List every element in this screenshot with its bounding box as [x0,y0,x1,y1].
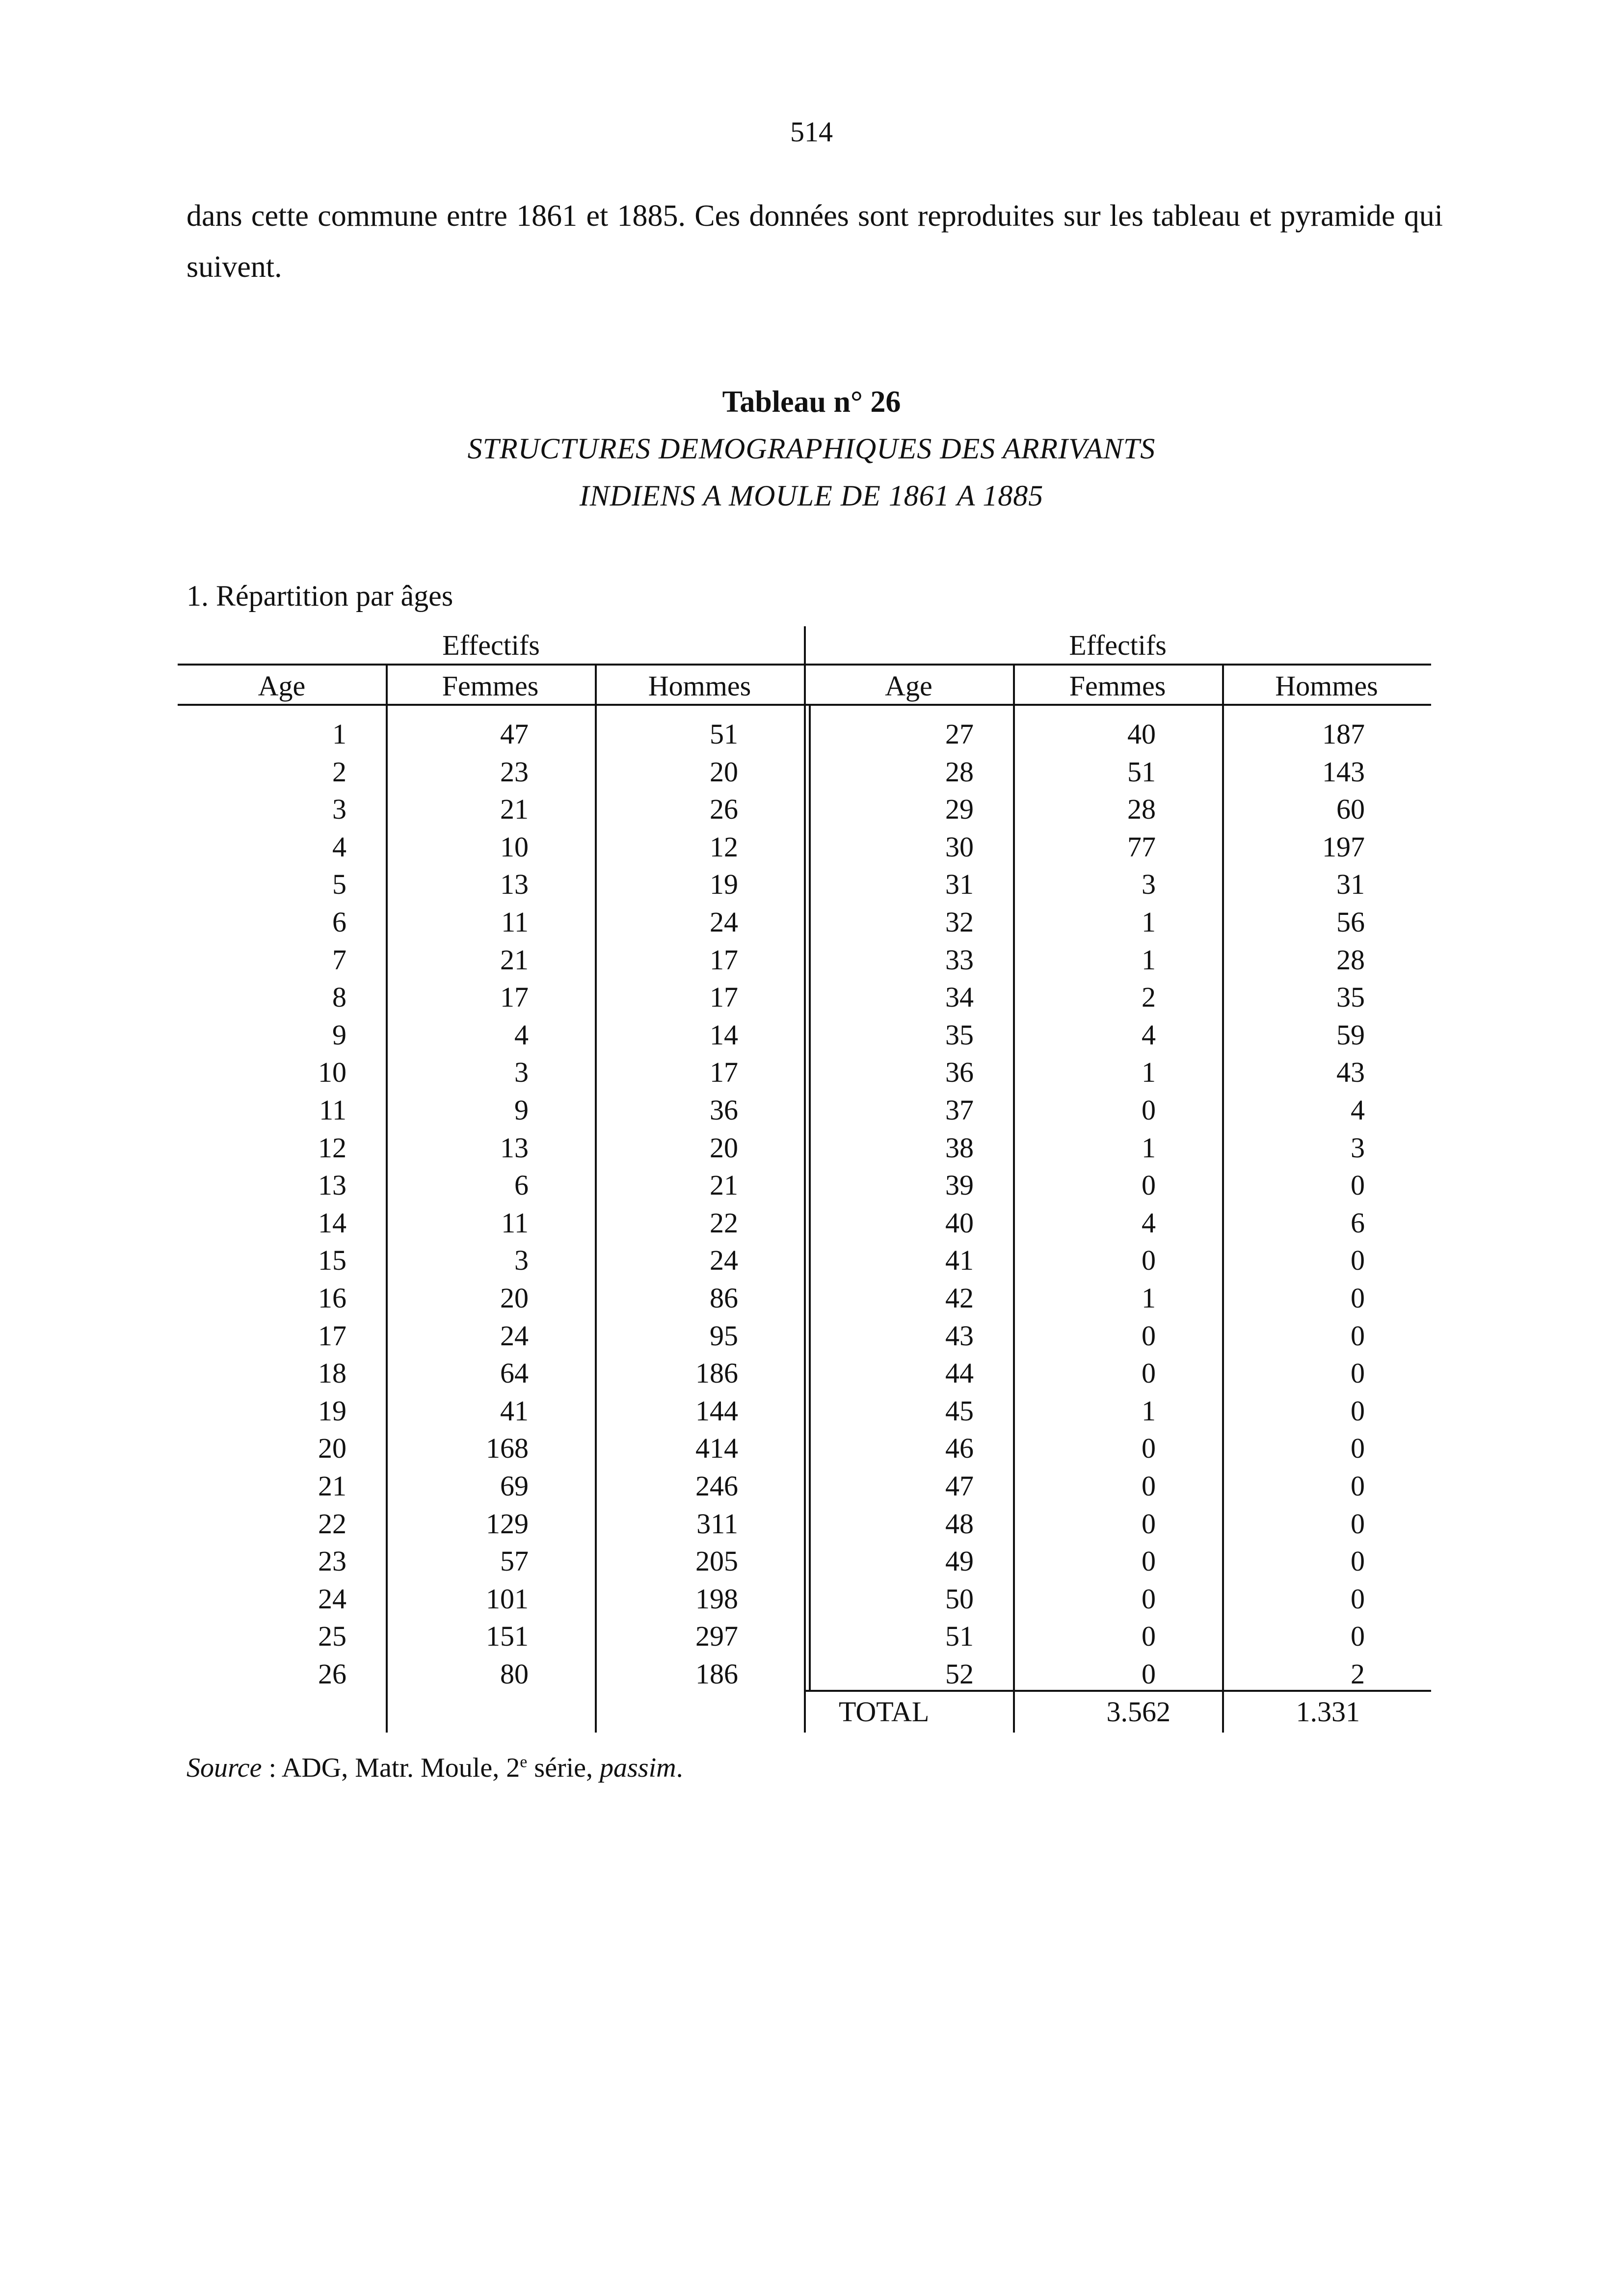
hommes-value: 6 [1351,1206,1365,1239]
age-value: 27 [945,718,974,750]
femmes-value: 0 [1142,1319,1156,1352]
age-value: 47 [945,1470,974,1502]
femmes-value: 11 [501,1206,529,1239]
hommes-value: 0 [1351,1244,1365,1277]
age-value: 32 [945,906,974,938]
age-value: 12 [318,1131,346,1164]
femmes-value: 0 [1142,1658,1156,1690]
femmes-value: 0 [1142,1620,1156,1653]
hommes-value: 198 [695,1582,738,1615]
hommes-value: 0 [1351,1319,1365,1352]
hommes-value: 0 [1351,1545,1365,1577]
femmes-value: 0 [1142,1432,1156,1465]
age-value: 46 [945,1432,974,1465]
age-value: 43 [945,1319,974,1352]
age-value: 9 [332,1018,346,1051]
hommes-value: 0 [1351,1169,1365,1201]
source-text: : ADG, Matr. Moule, 2 [262,1753,520,1783]
table-title: Tableau n° 26 [722,385,901,419]
age-value: 48 [945,1507,974,1540]
age-value: 38 [945,1131,974,1164]
hommes-value: 187 [1322,718,1365,750]
age-value: 16 [318,1282,346,1314]
femmes-value: 129 [486,1507,529,1540]
femmes-value: 17 [500,981,529,1014]
femmes-value: 21 [500,793,529,826]
hommes-value: 17 [710,1056,738,1089]
hommes-value: 17 [710,943,738,976]
hommes-value: 0 [1351,1357,1365,1389]
femmes-header-right: Femmes [1069,670,1166,702]
page-number: 514 [790,116,833,148]
age-value: 8 [332,981,346,1014]
group-header-right: Effectifs [1069,629,1167,661]
age-value: 35 [945,1018,974,1051]
hommes-value: 20 [710,1131,738,1164]
hommes-header-right: Hommes [1275,670,1378,702]
table-subtitle-line2: INDIENS A MOULE DE 1861 A 1885 [579,480,1044,512]
hommes-value: 3 [1351,1131,1365,1164]
age-value: 11 [319,1094,346,1126]
femmes-value: 24 [500,1319,529,1352]
age-value: 24 [318,1582,346,1615]
hommes-value: 297 [695,1620,738,1653]
hommes-value: 186 [695,1658,738,1690]
femmes-value: 41 [500,1394,529,1427]
femmes-header-left: Femmes [442,670,539,702]
hommes-value: 36 [710,1094,738,1126]
femmes-value: 1 [1142,906,1156,938]
source-superscript: e [520,1753,528,1771]
hommes-value: 21 [710,1169,738,1201]
femmes-value: 2 [1142,981,1156,1014]
femmes-value: 0 [1142,1470,1156,1502]
femmes-value: 1 [1142,1394,1156,1427]
hommes-value: 35 [1336,981,1365,1014]
hommes-value: 4 [1351,1094,1365,1126]
age-value: 52 [945,1658,974,1690]
age-value: 5 [332,868,346,901]
femmes-value: 1 [1142,1131,1156,1164]
age-value: 28 [945,755,974,788]
age-value: 31 [945,868,974,901]
femmes-value: 80 [500,1658,529,1690]
age-value: 20 [318,1432,346,1465]
source-passim: passim [600,1753,676,1783]
femmes-value: 3 [514,1056,529,1089]
femmes-value: 168 [486,1432,529,1465]
age-value: 18 [318,1357,346,1389]
source-end: . [676,1753,683,1783]
section-title: 1. Répartition par âges [186,580,453,612]
femmes-value: 6 [514,1169,529,1201]
age-value: 29 [945,793,974,826]
age-value: 40 [945,1206,974,1239]
hommes-value: 144 [695,1394,738,1427]
femmes-value: 28 [1127,793,1156,826]
age-value: 6 [332,906,346,938]
hommes-value: 28 [1336,943,1365,976]
femmes-value: 0 [1142,1545,1156,1577]
hommes-value: 12 [710,830,738,863]
group-header-left: Effectifs [442,629,540,661]
source-text-2: série, [527,1753,600,1783]
hommes-value: 59 [1336,1018,1365,1051]
hommes-value: 0 [1351,1432,1365,1465]
hommes-value: 17 [710,981,738,1014]
age-value: 25 [318,1620,346,1653]
hommes-value: 56 [1336,906,1365,938]
age-value: 33 [945,943,974,976]
hommes-header-left: Hommes [648,670,751,702]
hommes-value: 24 [710,1244,738,1277]
femmes-value: 0 [1142,1507,1156,1540]
femmes-value: 40 [1127,718,1156,750]
total-hommes: 1.331 [1296,1696,1360,1728]
hommes-value: 0 [1351,1394,1365,1427]
hommes-value: 197 [1322,830,1365,863]
age-value: 44 [945,1357,974,1389]
hommes-value: 205 [695,1545,738,1577]
age-value: 30 [945,830,974,863]
femmes-value: 9 [514,1094,529,1126]
total-label: TOTAL [839,1696,930,1728]
age-header-right: Age [885,670,932,702]
femmes-value: 151 [486,1620,529,1653]
age-value: 39 [945,1169,974,1201]
hommes-value: 414 [695,1432,738,1465]
hommes-value: 0 [1351,1507,1365,1540]
age-value: 3 [332,793,346,826]
age-header-left: Age [258,670,306,702]
age-value: 49 [945,1545,974,1577]
femmes-value: 101 [486,1582,529,1615]
femmes-value: 0 [1142,1094,1156,1126]
femmes-value: 3 [1142,868,1156,901]
femmes-value: 13 [500,1131,529,1164]
femmes-value: 20 [500,1282,529,1314]
femmes-value: 0 [1142,1169,1156,1201]
hommes-value: 143 [1322,755,1365,788]
femmes-value: 10 [500,830,529,863]
age-value: 22 [318,1507,346,1540]
age-value: 1 [332,718,346,750]
age-value: 50 [945,1582,974,1615]
femmes-value: 57 [500,1545,529,1577]
femmes-value: 13 [500,868,529,901]
femmes-value: 11 [501,906,529,938]
hommes-value: 95 [710,1319,738,1352]
hommes-value: 31 [1336,868,1365,901]
hommes-value: 22 [710,1206,738,1239]
femmes-value: 0 [1142,1582,1156,1615]
hommes-value: 311 [696,1507,738,1540]
age-value: 14 [318,1206,346,1239]
age-value: 51 [945,1620,974,1653]
hommes-value: 26 [710,793,738,826]
femmes-value: 1 [1142,1282,1156,1314]
femmes-value: 77 [1127,830,1156,863]
age-value: 26 [318,1658,346,1690]
age-value: 10 [318,1056,346,1089]
femmes-value: 64 [500,1357,529,1389]
age-value: 2 [332,755,346,788]
age-value: 45 [945,1394,974,1427]
hommes-value: 24 [710,906,738,938]
hommes-value: 0 [1351,1582,1365,1615]
hommes-value: 14 [710,1018,738,1051]
hommes-value: 0 [1351,1282,1365,1314]
hommes-value: 2 [1351,1658,1365,1690]
femmes-value: 69 [500,1470,529,1502]
femmes-value: 4 [514,1018,529,1051]
femmes-value: 21 [500,943,529,976]
total-femmes: 3.562 [1106,1696,1171,1728]
hommes-value: 246 [695,1470,738,1502]
table-subtitle-line1: STRUCTURES DEMOGRAPHIQUES DES ARRIVANTS [467,432,1156,465]
femmes-value: 4 [1142,1206,1156,1239]
femmes-value: 0 [1142,1244,1156,1277]
age-value: 13 [318,1169,346,1201]
hommes-value: 186 [695,1357,738,1389]
femmes-value: 4 [1142,1018,1156,1051]
femmes-value: 47 [500,718,529,750]
age-value: 15 [318,1244,346,1277]
age-value: 23 [318,1545,346,1577]
hommes-value: 19 [710,868,738,901]
hommes-value: 43 [1336,1056,1365,1089]
hommes-value: 0 [1351,1620,1365,1653]
hommes-value: 20 [710,755,738,788]
hommes-value: 51 [710,718,738,750]
femmes-value: 23 [500,755,529,788]
hommes-value: 86 [710,1282,738,1314]
age-value: 41 [945,1244,974,1277]
hommes-value: 0 [1351,1470,1365,1502]
age-value: 36 [945,1056,974,1089]
source-label: Source [186,1753,262,1783]
femmes-value: 1 [1142,943,1156,976]
hommes-value: 60 [1336,793,1365,826]
age-value: 19 [318,1394,346,1427]
age-value: 42 [945,1282,974,1314]
age-value: 17 [318,1319,346,1352]
age-value: 21 [318,1470,346,1502]
age-value: 7 [332,943,346,976]
femmes-value: 3 [514,1244,529,1277]
source-note [186,1752,683,1784]
femmes-value: 51 [1127,755,1156,788]
femmes-value: 1 [1142,1056,1156,1089]
age-value: 37 [945,1094,974,1126]
age-value: 4 [332,830,346,863]
femmes-value: 0 [1142,1357,1156,1389]
intro-paragraph: dans cette commune entre 1861 et 1885. Ces données sont reproduites sur les tableau et pyramide qui suivent. [186,199,1443,284]
age-value: 34 [945,981,974,1014]
